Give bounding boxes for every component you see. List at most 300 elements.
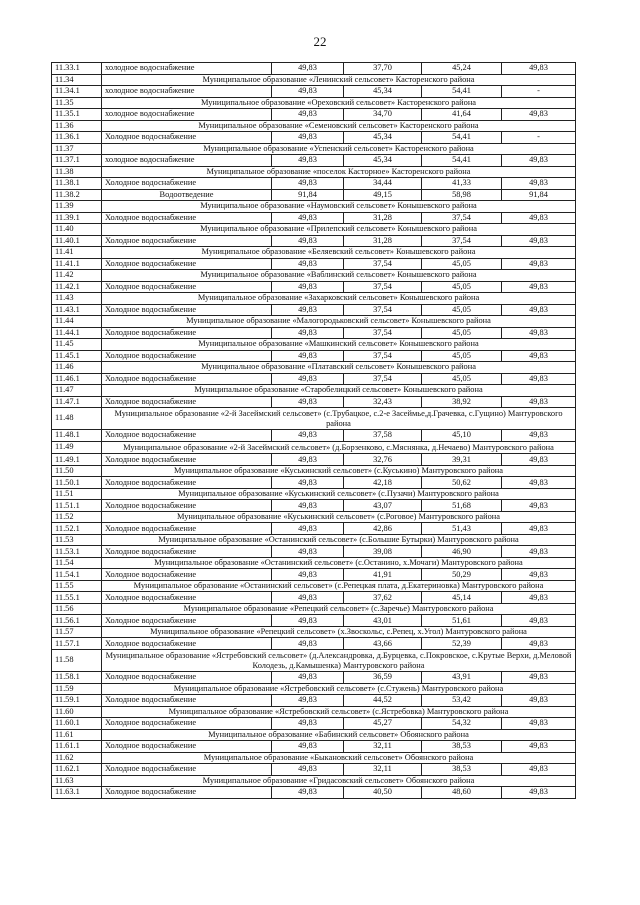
value-cell: 49,83 <box>272 787 344 799</box>
value-cell: 49,83 <box>502 695 576 707</box>
row-code: 11.51 <box>52 488 102 500</box>
value-cell: 49,83 <box>502 615 576 627</box>
table-row <box>52 718 576 730</box>
municipality-row <box>52 752 576 764</box>
municipality-name: Муниципальное образование «Гридасовский сельсовет» Обоянского района <box>102 775 576 787</box>
value-cell: 49,83 <box>272 718 344 730</box>
row-code: 11.53 <box>52 534 102 546</box>
value-cell: 49,83 <box>272 695 344 707</box>
value-cell: 49,83 <box>502 212 576 224</box>
tariff-table-body <box>52 63 576 799</box>
municipality-name: Муниципальное образование «Беляевский сельсовет» Конышевского района <box>102 247 576 259</box>
row-code: 11.41.1 <box>52 258 102 270</box>
municipality-row <box>52 293 576 305</box>
value-cell: 51,43 <box>422 523 502 535</box>
municipality-name: Муниципальное образование «Куськинский сельсовет» (с.Куськино) Мантуровского района <box>102 465 576 477</box>
value-cell: 41,33 <box>422 178 502 190</box>
row-code: 11.39.1 <box>52 212 102 224</box>
municipality-name: Муниципальное образование «Успенский сельсовет» Касторенского района <box>102 143 576 155</box>
table-row <box>52 304 576 316</box>
value-cell: 37,54 <box>422 235 502 247</box>
row-code: 11.49.1 <box>52 454 102 466</box>
table-row <box>52 350 576 362</box>
service-name: холодное водоснабжение <box>102 63 272 75</box>
service-name: Холодное водоснабжение <box>102 695 272 707</box>
municipality-name: Муниципальное образование «Ястребовский сельсовет» (с.Стужень) Мантуровского района <box>102 683 576 695</box>
table-row <box>52 546 576 558</box>
value-cell: 49,83 <box>502 396 576 408</box>
value-cell: 54,32 <box>422 718 502 730</box>
tariff-table <box>51 62 576 799</box>
page-number: 22 <box>313 34 327 49</box>
row-code: 11.61.1 <box>52 741 102 753</box>
value-cell: 49,83 <box>272 132 344 144</box>
table-row <box>52 638 576 650</box>
service-name: Холодное водоснабжение <box>102 569 272 581</box>
municipality-name: Муниципальное образование «Бабинский сельсовет» Обоянского района <box>102 729 576 741</box>
value-cell: 49,83 <box>502 304 576 316</box>
value-cell: 49,83 <box>502 350 576 362</box>
row-code: 11.34.1 <box>52 86 102 98</box>
municipality-row <box>52 626 576 638</box>
municipality-row <box>52 465 576 477</box>
value-cell: 49,83 <box>272 109 344 121</box>
row-code: 11.63 <box>52 775 102 787</box>
value-cell: 32,43 <box>344 396 422 408</box>
value-cell: 52,39 <box>422 638 502 650</box>
row-code: 11.47.1 <box>52 396 102 408</box>
value-cell: 49,83 <box>272 592 344 604</box>
row-code: 11.63.1 <box>52 787 102 799</box>
value-cell: 44,52 <box>344 695 422 707</box>
row-code: 11.53.1 <box>52 546 102 558</box>
municipality-name: Муниципальное образование «Останинский сельсовет» (с.Репецкая плата, д.Екатериновка) Мантуровского района <box>102 580 576 592</box>
value-cell: 42,18 <box>344 477 422 489</box>
value-cell: 31,28 <box>344 235 422 247</box>
row-code: 11.58.1 <box>52 672 102 684</box>
value-cell: 53,42 <box>422 695 502 707</box>
value-cell: 49,83 <box>272 500 344 512</box>
municipality-name: Муниципальное образование «Репецкий сельсовет» (х.Звоскольс, с.Репец, х.Угол) Мантуровского района <box>102 626 576 638</box>
value-cell: 49,83 <box>502 741 576 753</box>
municipality-row <box>52 603 576 615</box>
service-name: Холодное водоснабжение <box>102 281 272 293</box>
value-cell: 43,91 <box>422 672 502 684</box>
value-cell: 49,83 <box>502 546 576 558</box>
value-cell: 37,54 <box>344 258 422 270</box>
table-row <box>52 787 576 799</box>
municipality-name: Муниципальное образование «Куськинский сельсовет» (с.Роговое) Мантуровского района <box>102 511 576 523</box>
value-cell: 49,83 <box>502 155 576 167</box>
value-cell: 45,05 <box>422 327 502 339</box>
table-row <box>52 178 576 190</box>
row-code: 11.34 <box>52 74 102 86</box>
municipality-row <box>52 339 576 351</box>
value-cell: 49,83 <box>272 764 344 776</box>
table-row <box>52 258 576 270</box>
value-cell: 45,05 <box>422 373 502 385</box>
value-cell: 49,83 <box>502 477 576 489</box>
value-cell: 37,54 <box>422 212 502 224</box>
municipality-name: Муниципальное образование «Прилепский сельсовет» Конышевского района <box>102 224 576 236</box>
row-code: 11.62 <box>52 752 102 764</box>
service-name: Холодное водоснабжение <box>102 430 272 442</box>
value-cell: 39,08 <box>344 546 422 558</box>
row-code: 11.56.1 <box>52 615 102 627</box>
row-code: 11.35.1 <box>52 109 102 121</box>
table-row <box>52 109 576 121</box>
value-cell: 49,83 <box>502 718 576 730</box>
value-cell: 32,11 <box>344 764 422 776</box>
value-cell: 45,05 <box>422 350 502 362</box>
service-name: Холодное водоснабжение <box>102 592 272 604</box>
row-code: 11.38.1 <box>52 178 102 190</box>
value-cell: 39,31 <box>422 454 502 466</box>
service-name: Холодное водоснабжение <box>102 235 272 247</box>
municipality-name: Муниципальное образование «Ваблинский сельсовет» Конышевского района <box>102 270 576 282</box>
municipality-name: Муниципальное образование «Куськинский сельсовет» (с.Пузачи) Мантуровского района <box>102 488 576 500</box>
value-cell: 37,54 <box>344 327 422 339</box>
service-name: Холодное водоснабжение <box>102 396 272 408</box>
row-code: 11.49 <box>52 441 102 454</box>
value-cell: 54,41 <box>422 155 502 167</box>
municipality-row <box>52 74 576 86</box>
municipality-name: Муниципальное образование «Ястребовский сельсовет» (д.Александровка, д.Бурцевка, с.Покровское, с.Крутые Верхи, д.Меловой Колодезь, д.Камышенка) Мантуровского района <box>102 649 576 671</box>
value-cell: 49,83 <box>502 178 576 190</box>
municipality-row <box>52 488 576 500</box>
value-cell: 49,83 <box>272 546 344 558</box>
row-code: 11.56 <box>52 603 102 615</box>
municipality-name: Муниципальное образование «Малогородьковский сельсовет» Конышевского района <box>102 316 576 328</box>
row-code: 11.52.1 <box>52 523 102 535</box>
value-cell: 49,83 <box>502 787 576 799</box>
service-name: Холодное водоснабжение <box>102 373 272 385</box>
row-code: 11.47 <box>52 385 102 397</box>
value-cell: 48,60 <box>422 787 502 799</box>
municipality-row <box>52 441 576 454</box>
table-row <box>52 477 576 489</box>
row-code: 11.62.1 <box>52 764 102 776</box>
row-code: 11.54 <box>52 557 102 569</box>
row-code: 11.43.1 <box>52 304 102 316</box>
row-code: 11.55 <box>52 580 102 592</box>
value-cell: 34,44 <box>344 178 422 190</box>
service-name: Холодное водоснабжение <box>102 500 272 512</box>
value-cell: 49,83 <box>502 523 576 535</box>
row-code: 11.52 <box>52 511 102 523</box>
value-cell: 45,10 <box>422 430 502 442</box>
table-row <box>52 672 576 684</box>
value-cell: 49,83 <box>502 500 576 512</box>
value-cell: 51,61 <box>422 615 502 627</box>
service-name: Холодное водоснабжение <box>102 718 272 730</box>
municipality-row <box>52 201 576 213</box>
row-code: 11.40.1 <box>52 235 102 247</box>
municipality-name: Муниципальное образование «Ореховский сельсовет» Касторенского района <box>102 97 576 109</box>
value-cell: 36,59 <box>344 672 422 684</box>
municipality-row <box>52 557 576 569</box>
value-cell: 49,83 <box>272 178 344 190</box>
row-code: 11.36 <box>52 120 102 132</box>
municipality-row <box>52 683 576 695</box>
row-code: 11.60 <box>52 706 102 718</box>
value-cell: 49,83 <box>272 615 344 627</box>
municipality-name: Муниципальное образование «Ленинский сельсовет» Касторенского района <box>102 74 576 86</box>
service-name: Холодное водоснабжение <box>102 615 272 627</box>
value-cell: 41,64 <box>422 109 502 121</box>
row-code: 11.44.1 <box>52 327 102 339</box>
value-cell: 45,05 <box>422 258 502 270</box>
row-code: 11.48 <box>52 408 102 430</box>
service-name: Холодное водоснабжение <box>102 477 272 489</box>
row-code: 11.40 <box>52 224 102 236</box>
value-cell: 49,83 <box>272 212 344 224</box>
value-cell: 37,54 <box>344 281 422 293</box>
value-cell: 50,29 <box>422 569 502 581</box>
value-cell: 49,83 <box>502 592 576 604</box>
service-name: холодное водоснабжение <box>102 155 272 167</box>
row-code: 11.35 <box>52 97 102 109</box>
row-code: 11.55.1 <box>52 592 102 604</box>
value-cell: 49,83 <box>272 327 344 339</box>
value-cell: 40,50 <box>344 787 422 799</box>
value-cell: 50,62 <box>422 477 502 489</box>
value-cell: 49,83 <box>272 741 344 753</box>
value-cell: 32,76 <box>344 454 422 466</box>
value-cell: 45,14 <box>422 592 502 604</box>
value-cell: 49,83 <box>502 235 576 247</box>
value-cell: 49,83 <box>272 569 344 581</box>
value-cell: 49,83 <box>272 155 344 167</box>
municipality-row <box>52 224 576 236</box>
value-cell: 49,83 <box>502 109 576 121</box>
municipality-name: Муниципальное образование «Ястребовский сельсовет» (с.Ястребовка) Мантуровского района <box>102 706 576 718</box>
value-cell: 49,83 <box>502 281 576 293</box>
value-cell: 38,53 <box>422 764 502 776</box>
row-code: 11.41 <box>52 247 102 259</box>
service-name: холодное водоснабжение <box>102 86 272 98</box>
municipality-name: Муниципальное образование «Останинский сельсовет» (с.Останино, х.Мочаги) Мантуровского района <box>102 557 576 569</box>
value-cell: 49,83 <box>272 454 344 466</box>
table-row <box>52 373 576 385</box>
row-code: 11.54.1 <box>52 569 102 581</box>
table-row <box>52 569 576 581</box>
service-name: Холодное водоснабжение <box>102 212 272 224</box>
municipality-row <box>52 385 576 397</box>
value-cell: - <box>502 86 576 98</box>
value-cell: 49,83 <box>272 638 344 650</box>
municipality-row <box>52 362 576 374</box>
municipality-row <box>52 729 576 741</box>
row-code: 11.37 <box>52 143 102 155</box>
row-code: 11.59 <box>52 683 102 695</box>
table-row <box>52 523 576 535</box>
value-cell: 49,83 <box>502 569 576 581</box>
municipality-row <box>52 166 576 178</box>
value-cell: 49,83 <box>272 235 344 247</box>
municipality-row <box>52 649 576 671</box>
value-cell: 42,86 <box>344 523 422 535</box>
row-code: 11.45 <box>52 339 102 351</box>
table-row <box>52 212 576 224</box>
service-name: Холодное водоснабжение <box>102 546 272 558</box>
row-code: 11.37.1 <box>52 155 102 167</box>
value-cell: 49,83 <box>272 350 344 362</box>
row-code: 11.46 <box>52 362 102 374</box>
table-row <box>52 430 576 442</box>
row-code: 11.57.1 <box>52 638 102 650</box>
municipality-row <box>52 316 576 328</box>
municipality-row <box>52 270 576 282</box>
row-code: 11.61 <box>52 729 102 741</box>
value-cell: 49,83 <box>272 477 344 489</box>
value-cell: - <box>502 132 576 144</box>
municipality-row <box>52 143 576 155</box>
municipality-row <box>52 706 576 718</box>
value-cell: 49,83 <box>502 454 576 466</box>
value-cell: 45,24 <box>422 63 502 75</box>
value-cell: 43,01 <box>344 615 422 627</box>
municipality-row <box>52 120 576 132</box>
municipality-name: Муниципальное образование «Быкановский сельсовет» Обоянского района <box>102 752 576 764</box>
municipality-row <box>52 534 576 546</box>
table-row <box>52 396 576 408</box>
value-cell: 49,83 <box>272 396 344 408</box>
value-cell: 49,83 <box>272 672 344 684</box>
service-name: Холодное водоснабжение <box>102 178 272 190</box>
value-cell: 49,83 <box>502 327 576 339</box>
table-row <box>52 155 576 167</box>
municipality-name: Муниципальное образование «Машкинский сельсовет» Конышевского района <box>102 339 576 351</box>
municipality-row <box>52 511 576 523</box>
value-cell: 54,41 <box>422 132 502 144</box>
service-name: холодное водоснабжение <box>102 109 272 121</box>
table-row <box>52 615 576 627</box>
municipality-name: Муниципальное образование «Захарковский сельсовет» Конышевского района <box>102 293 576 305</box>
value-cell: 37,62 <box>344 592 422 604</box>
value-cell: 49,15 <box>344 189 422 201</box>
value-cell: 45,34 <box>344 155 422 167</box>
value-cell: 45,34 <box>344 132 422 144</box>
value-cell: 43,66 <box>344 638 422 650</box>
value-cell: 49,83 <box>272 281 344 293</box>
value-cell: 49,83 <box>502 672 576 684</box>
value-cell: 49,83 <box>502 63 576 75</box>
table-row <box>52 454 576 466</box>
value-cell: 45,34 <box>344 86 422 98</box>
municipality-row <box>52 97 576 109</box>
table-row <box>52 741 576 753</box>
service-name: Холодное водоснабжение <box>102 741 272 753</box>
row-code: 11.36.1 <box>52 132 102 144</box>
row-code: 11.45.1 <box>52 350 102 362</box>
value-cell: 37,54 <box>344 373 422 385</box>
value-cell: 45,05 <box>422 281 502 293</box>
municipality-name: Муниципальное образование «2-й Засеймский сельсовет» (д.Борзенково, с.Мяснянка, д.Нечаево) Мантуровского района <box>102 441 576 454</box>
row-code: 11.59.1 <box>52 695 102 707</box>
municipality-row <box>52 775 576 787</box>
municipality-row <box>52 408 576 430</box>
value-cell: 91,84 <box>502 189 576 201</box>
value-cell: 34,70 <box>344 109 422 121</box>
municipality-name: Муниципальное образование «Наумовский сельсовет» Конышевского района <box>102 201 576 213</box>
service-name: Холодное водоснабжение <box>102 350 272 362</box>
value-cell: 38,92 <box>422 396 502 408</box>
value-cell: 49,83 <box>272 430 344 442</box>
row-code: 11.48.1 <box>52 430 102 442</box>
service-name: Водоотведение <box>102 189 272 201</box>
value-cell: 49,83 <box>272 63 344 75</box>
table-row <box>52 764 576 776</box>
municipality-name: Муниципальное образование «поселок Касторное» Касторенского района <box>102 166 576 178</box>
value-cell: 49,83 <box>502 764 576 776</box>
row-code: 11.38 <box>52 166 102 178</box>
municipality-row <box>52 247 576 259</box>
value-cell: 49,83 <box>502 373 576 385</box>
value-cell: 46,90 <box>422 546 502 558</box>
value-cell: 32,11 <box>344 741 422 753</box>
service-name: Холодное водоснабжение <box>102 454 272 466</box>
municipality-name: Муниципальное образование «Репецкий сельсовет» (с.Заречье) Мантуровского района <box>102 603 576 615</box>
service-name: Холодное водоснабжение <box>102 764 272 776</box>
value-cell: 49,83 <box>502 258 576 270</box>
value-cell: 45,27 <box>344 718 422 730</box>
value-cell: 49,83 <box>502 430 576 442</box>
row-code: 11.51.1 <box>52 500 102 512</box>
municipality-name: Муниципальное образование «2-й Засеймский сельсовет» (с.Трубацкое, с.2-е Засеймье,д.Грачевка, с.Гущино) Мантуровского района <box>102 408 576 430</box>
table-row <box>52 235 576 247</box>
value-cell: 91,84 <box>272 189 344 201</box>
table-row <box>52 500 576 512</box>
value-cell: 38,53 <box>422 741 502 753</box>
value-cell: 37,54 <box>344 304 422 316</box>
municipality-name: Муниципальное образование «Платавский сельсовет» Конышевского района <box>102 362 576 374</box>
value-cell: 37,54 <box>344 350 422 362</box>
value-cell: 37,58 <box>344 430 422 442</box>
value-cell: 37,70 <box>344 63 422 75</box>
table-row <box>52 189 576 201</box>
table-row <box>52 327 576 339</box>
table-row <box>52 132 576 144</box>
row-code: 11.58 <box>52 649 102 671</box>
row-code: 11.44 <box>52 316 102 328</box>
value-cell: 49,83 <box>272 304 344 316</box>
service-name: Холодное водоснабжение <box>102 787 272 799</box>
service-name: Холодное водоснабжение <box>102 132 272 144</box>
table-row <box>52 695 576 707</box>
service-name: Холодное водоснабжение <box>102 523 272 535</box>
row-code: 11.33.1 <box>52 63 102 75</box>
value-cell: 41,91 <box>344 569 422 581</box>
table-row <box>52 63 576 75</box>
row-code: 11.42 <box>52 270 102 282</box>
row-code: 11.43 <box>52 293 102 305</box>
value-cell: 51,68 <box>422 500 502 512</box>
service-name: Холодное водоснабжение <box>102 327 272 339</box>
municipality-name: Муниципальное образование «Семеновский сельсовет» Касторенского района <box>102 120 576 132</box>
value-cell: 49,83 <box>272 373 344 385</box>
row-code: 11.50.1 <box>52 477 102 489</box>
table-row <box>52 86 576 98</box>
value-cell: 49,83 <box>272 86 344 98</box>
value-cell: 58,98 <box>422 189 502 201</box>
row-code: 11.60.1 <box>52 718 102 730</box>
value-cell: 49,83 <box>502 638 576 650</box>
service-name: Холодное водоснабжение <box>102 672 272 684</box>
value-cell: 49,83 <box>272 523 344 535</box>
row-code: 11.42.1 <box>52 281 102 293</box>
row-code: 11.46.1 <box>52 373 102 385</box>
